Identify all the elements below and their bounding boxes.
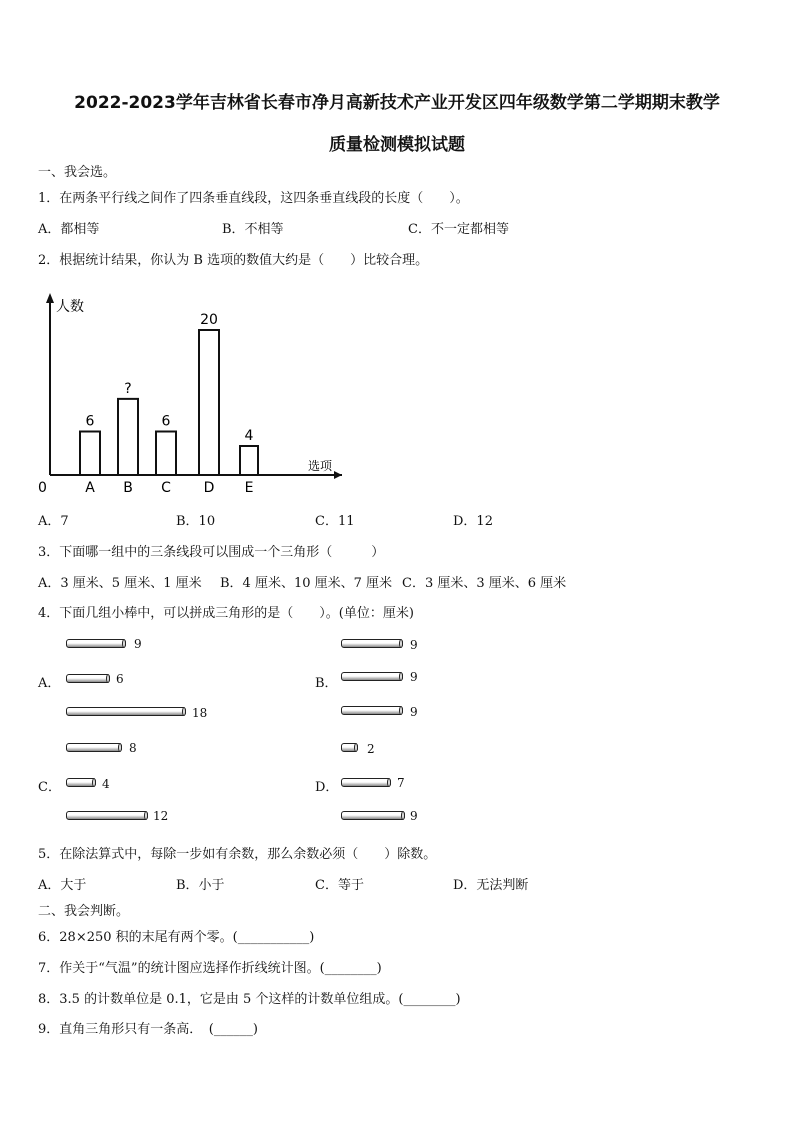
q5-option-b: B．小于 [176,878,225,893]
page-subtitle: 质量检测模拟试题 [329,135,465,155]
stick-c-1-label: 8 [129,741,137,755]
q1-option-b: B．不相等 [222,222,284,237]
question-9: 9．直角三角形只有一条高． (______) [38,1022,258,1037]
bar-a-value: 6 [85,413,95,430]
stick-c-2-label: 4 [102,777,110,791]
page-title: 2022-2023学年吉林省长春市净月高新技术产业开发区四年级数学第二学期期末教学 [74,93,720,113]
tick-label-d: D [203,480,215,496]
bar-d [199,330,219,475]
q4-option-d-letter: D． [315,780,339,795]
section-1-heading: 一、我会选。 [38,165,117,180]
question-4: 4．下面几组小棒中，可以拼成三角形的是（ ）。(单位：厘米) [38,606,414,621]
stick-b-1 [341,639,403,648]
bar-e [240,446,258,475]
stick-a-2-label: 6 [116,672,124,686]
bar-e-value: 4 [244,428,254,444]
bar-c [156,432,176,476]
stick-b-2-label: 9 [410,670,418,684]
q1-option-a: A．都相等 [38,222,100,237]
q3-option-c: C．3 厘米、3 厘米、6 厘米 [402,576,567,591]
bar-c-value: 6 [161,413,171,430]
y-axis-arrow [46,293,54,303]
question-3: 3．下面哪一组中的三条线段可以围成一个三角形（ ） [38,545,385,560]
q3-option-a: A．3 厘米、5 厘米、1 厘米 [38,576,202,591]
q2-option-a: A．7 [38,514,69,529]
stick-d-1-label: 2 [367,742,375,756]
question-6: 6．28×250 积的末尾有两个零。(___________) [38,930,315,945]
stick-c-2 [66,778,96,787]
tick-label-c: C [161,480,171,496]
stick-a-3-label: 18 [192,706,208,720]
stick-b-2 [341,672,403,681]
question-1: 1．在两条平行线之间作了四条垂直线段，这四条垂直线段的长度（ ）。 [38,191,469,206]
q5-option-a: A．大于 [38,878,87,893]
stick-a-3 [66,707,186,716]
question-5: 5．在除法算式中，每除一步如有余数，那么余数必须（ ）除数。 [38,847,437,862]
stick-d-1 [341,743,358,752]
stick-d-2 [341,778,391,787]
stick-c-3-label: 12 [153,809,169,823]
question-8: 8．3.5 的计数单位是 0.1，它是由 5 个这样的计数单位组成。(________) [38,992,461,1007]
bar-d-value: 20 [200,312,218,328]
stick-c-3 [66,811,148,820]
q4-option-b-letter: B． [315,676,338,691]
q5-option-c: C．等于 [315,878,364,893]
stick-c-1 [66,743,122,752]
q2-option-c: C．11 [315,514,355,529]
stick-b-3 [341,706,403,715]
stick-d-3-label: 9 [410,809,418,823]
bar-b [118,399,138,475]
stick-a-1-label: 9 [134,637,142,651]
question-7: 7．作关于“气温”的统计图应选择作折线统计图。(________) [38,961,382,976]
x-axis-label: 选项 [308,459,333,473]
stick-a-2 [66,674,110,683]
tick-label-b: B [123,480,133,496]
q2-option-d: D．12 [453,514,493,529]
q2-option-b: B．10 [176,514,216,529]
question-2: 2．根据统计结果，你认为 B 选项的数值大约是（ ）比较合理。 [38,253,429,268]
stick-b-1-label: 9 [410,638,418,652]
bar-b-value: ? [124,380,132,397]
q3-option-b: B．4 厘米、10 厘米、7 厘米 [220,576,393,591]
stick-d-2-label: 7 [397,776,405,790]
stick-d-3 [341,811,405,820]
stick-a-1 [66,639,126,648]
q1-option-c: C．不一定都相等 [408,222,509,237]
tick-label-e: E [244,480,254,496]
q4-option-a-letter: A． [38,676,61,691]
q4-option-c-letter: C． [38,780,61,795]
q5-option-d: D．无法判断 [453,878,529,893]
section-2-heading: 二、我会判断。 [38,904,130,919]
tick-label-a: A [85,480,95,496]
bar-a [80,432,100,476]
x-axis-arrow [334,471,342,479]
stick-b-3-label: 9 [410,705,418,719]
y-axis-label: 人数 [56,299,84,315]
bar-chart [30,285,360,500]
origin-label: 0 [38,480,47,496]
